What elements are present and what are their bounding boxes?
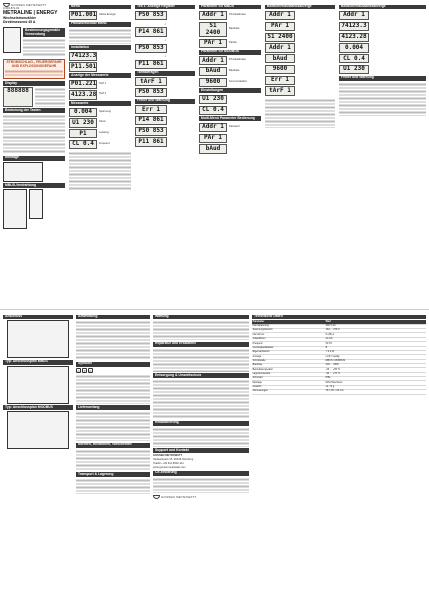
warning-heading: STROMSCHLAG-, FEUERGEFAHR UND EXPLOSIONSGEFAHR <box>6 60 62 69</box>
lcd-value: PS0 853 <box>135 44 167 53</box>
text-block <box>153 427 249 447</box>
lcd-value: U1 230 <box>339 65 369 74</box>
table-cell: -25 … +55 °C <box>325 368 426 372</box>
bin-icon: ✕ <box>83 368 86 373</box>
lcd-value: PS0 853 <box>135 11 167 20</box>
display-note: Strom <box>99 120 106 124</box>
display-note: Baudrate <box>229 27 240 31</box>
section-heading: MBUS-Verdrahtung <box>3 183 65 188</box>
section-heading: Typ: Anschlussplan MBUS <box>3 360 73 365</box>
table-cell: -40 … +70 °C <box>325 372 426 376</box>
table-cell: Betriebstemperatur <box>252 368 325 372</box>
table-cell: 300 … 9600 <box>325 364 426 368</box>
contact-web: www.gossenmetrawatt.com <box>153 466 186 470</box>
text-block <box>76 478 150 494</box>
section-heading: Anzeige der Messwerte <box>69 73 131 78</box>
display-note: Passwort <box>229 124 240 128</box>
table-cell: Baudrate <box>252 364 325 368</box>
lcd-value: S1 2400 <box>265 33 295 42</box>
section-heading: Tarifabfragen <box>135 71 195 76</box>
display-note: Leistung <box>99 131 109 135</box>
fold-line <box>0 309 429 310</box>
lcd-value: Addr 1 <box>199 11 227 20</box>
section-heading: Rekalibrierung <box>153 421 249 426</box>
table-cell: LCD 7-stellig <box>325 355 426 359</box>
section-heading: Montage <box>3 156 65 161</box>
mbus-diagram <box>29 189 43 219</box>
contact-company: GOSSEN METRAWATT <box>153 454 183 458</box>
lcd-value: tArF 1 <box>135 77 167 86</box>
section-heading: Einstellungen <box>199 88 261 93</box>
column-4 <box>199 3 261 155</box>
lcd-value: P01.221 <box>71 80 97 88</box>
section-heading: Menü <box>69 5 131 10</box>
lcd-value: Addr 1 <box>265 43 295 52</box>
table-cell: < 0,4 W <box>325 350 426 354</box>
column-3 <box>135 3 195 148</box>
lcd-value: Err 1 <box>135 105 167 114</box>
text-block <box>35 87 65 107</box>
lcd-value: P11.501 <box>71 62 97 70</box>
table-header-cell: Wert <box>325 320 426 324</box>
section-heading: Lieferumfang <box>76 405 150 410</box>
lcd-value: P11 861 <box>135 60 167 69</box>
lcd-value: bAud <box>265 54 295 63</box>
bottom-column-1 <box>3 313 73 450</box>
mbus-diagram <box>3 189 27 229</box>
brand-name: GOSSEN METRAWATT <box>161 494 197 499</box>
lcd-value: 0.004 <box>339 43 369 52</box>
column-5 <box>265 3 335 128</box>
table-header-cell: Parameter <box>252 320 325 324</box>
lcd-value: Addr 1 <box>199 56 227 65</box>
wiring-diagram-mbus <box>7 366 69 404</box>
text-block <box>76 320 150 360</box>
instruction-sheet-back <box>0 311 429 600</box>
display-note: Tarif 1 <box>99 81 107 85</box>
section-heading: Installation <box>69 45 131 50</box>
display-note: Kommunikation <box>229 79 247 83</box>
lcd-value: bAud <box>199 67 227 76</box>
lcd-value: P11 861 <box>135 137 167 146</box>
lcd-value: PAr 1 <box>199 134 227 143</box>
table-cell: 5 (45) A <box>325 333 426 337</box>
lcd-value: 4123.28 <box>339 33 369 42</box>
table-cell: 20 mA <box>325 337 426 341</box>
bottom-column-2 <box>76 313 150 494</box>
brand-name: GOSSEN METRAWATT <box>11 2 47 7</box>
display-note: Parität <box>229 40 237 44</box>
section-heading: Fehler und Warnung <box>135 99 195 104</box>
display-note: Tarif 2 <box>99 92 107 96</box>
section-heading: Anschluss <box>3 315 73 320</box>
lcd-value: 74123.3 <box>71 52 97 60</box>
lcd-value: U1 230 <box>69 118 97 127</box>
section-heading: Messwerte <box>69 101 131 106</box>
text-block <box>76 449 150 471</box>
technical-data-table <box>252 320 426 394</box>
section-heading: Symbole <box>76 362 150 367</box>
arrow-down-icon: ↓ <box>164 53 166 59</box>
section-heading: Transport & Lagerung <box>76 472 150 477</box>
table-cell: Montage <box>252 381 325 385</box>
table-cell: Schnittstelle <box>252 359 325 363</box>
section-heading: Support und Kontakt <box>153 448 249 453</box>
lcd-value: P14 861 <box>135 27 167 36</box>
arrow-down-icon: ↓ <box>164 37 166 42</box>
display-note: Primäradresse <box>229 58 246 62</box>
lcd-value: PS0 853 <box>135 88 167 97</box>
table-cell: Spannungsbereich <box>252 329 325 333</box>
text-block <box>153 379 249 419</box>
section-heading: Bildschirmzustandsanzeige <box>339 5 426 10</box>
table-cell: 184 … 276 V <box>325 329 426 333</box>
table-cell: Gewicht <box>252 385 325 389</box>
doc-number: 3-349-871-04 <box>3 7 20 11</box>
section-heading: Bestimmungsgemäße Verwendung <box>23 28 65 37</box>
technical-data-title: Technische Daten <box>252 315 426 320</box>
arrow-down-icon: ↓ <box>164 20 166 26</box>
lcd-value: P01.001 <box>71 11 97 19</box>
lcd-value: bAud <box>199 144 227 153</box>
table-cell: 18 × 90 × 62 mm <box>325 390 426 394</box>
text-block <box>153 320 249 340</box>
display-note: Aktive Energie <box>99 13 116 17</box>
table-row <box>252 390 426 394</box>
display-note: Baudrate <box>229 68 240 72</box>
lcd-value: S1 2400 <box>199 22 227 38</box>
device-photo <box>3 27 21 53</box>
section-heading: CE-Erklärung <box>153 471 249 476</box>
table-cell: 230 V AC <box>325 324 426 328</box>
table-cell: Nennspannung <box>252 324 325 328</box>
lcd-value: tArF 1 <box>265 86 295 95</box>
table-cell: 50 Hz <box>325 342 426 346</box>
text-block <box>265 98 335 128</box>
table-cell: Anzeige <box>252 355 325 359</box>
section-heading: Bildschirmzustandsanzeige <box>265 5 335 10</box>
section-heading: Normen, Richtlinien, Vorschriften <box>76 443 150 448</box>
ce-icon: C <box>89 368 92 373</box>
display-note: Primäradresse <box>229 13 246 17</box>
bottom-column-4 <box>252 313 426 395</box>
lcd-value: P14 861 <box>135 116 167 125</box>
lcd-value: Addr 1 <box>339 11 369 20</box>
table-cell: Abmessungen <box>252 390 325 394</box>
table-cell: Frequenz <box>252 342 325 346</box>
display-note: Frequenz <box>99 142 110 146</box>
warning-text <box>5 69 63 77</box>
text-block <box>76 374 150 404</box>
table-cell: ca. 70 g <box>325 385 426 389</box>
mounting-diagram <box>3 162 43 182</box>
column-6 <box>339 3 426 116</box>
lcd-value: 0.004 <box>69 108 97 117</box>
lcd-value: P1 <box>69 129 97 138</box>
section-heading: Reparatur und Ersatzteile <box>153 342 249 347</box>
table-cell: B <box>325 346 426 350</box>
wiring-diagram-modbus <box>7 411 69 449</box>
column-2 <box>69 3 131 191</box>
text-block <box>69 28 131 44</box>
table-cell: Nennstrom <box>252 333 325 337</box>
lcd-value: PAr 1 <box>199 39 227 48</box>
section-heading: Fehler und Warnung <box>339 76 426 81</box>
lcd-value: PAr 1 <box>265 22 295 31</box>
section-heading: Parameter für MBUS <box>199 5 261 10</box>
lcd-value: 888888 <box>7 87 29 95</box>
lcd-value: U1 230 <box>199 95 227 104</box>
lcd-value: 4123.28 <box>71 90 97 98</box>
lcd-value: CL 0.4 <box>199 106 227 115</box>
lcd-value: Addr 1 <box>265 11 295 20</box>
display-diagram <box>3 87 33 107</box>
section-heading: Display <box>3 81 65 86</box>
warning-icon: ⚠ <box>77 368 80 373</box>
wiring-diagram <box>7 320 69 358</box>
display-note: Spannung <box>99 109 111 113</box>
lcd-value: 9600 <box>199 78 227 87</box>
table-cell: Lagertemperatur <box>252 372 325 376</box>
text-block <box>76 411 150 441</box>
text-block <box>153 477 249 493</box>
lcd-value: Addr 1 <box>199 123 227 132</box>
section-heading: Bedeutung der Tasten <box>3 108 65 113</box>
table-cell: DIN-Hutschiene <box>325 381 426 385</box>
table-cell: MBUS / MODBUS <box>325 359 426 363</box>
text-block <box>153 348 249 372</box>
lcd-value: 9600 <box>265 65 295 74</box>
text-block <box>3 114 65 154</box>
section-heading: Wartung <box>153 315 249 320</box>
section-heading: Anwendung <box>76 315 150 320</box>
section-heading: Passwortschutz Menü <box>69 22 131 27</box>
contact-phone: Telefon +49 911 8602-111 <box>153 462 184 466</box>
section-heading: Multi-Menü Parameter Bedienung <box>199 116 261 121</box>
column-1 <box>3 3 65 229</box>
lcd-value: 74123.3 <box>339 22 369 31</box>
section-heading: Entsorgung & Umweltschutz <box>153 373 249 378</box>
product-title: METRALINE | ENERGY <box>3 10 58 17</box>
text-block <box>339 82 426 116</box>
product-subtitle-2: Direktmessend 45 A <box>3 19 36 24</box>
text-block <box>69 151 131 191</box>
table-cell: Genauigkeitsklasse <box>252 346 325 350</box>
product-subtitle-1: Wechselstromzähler <box>3 16 36 21</box>
table-cell: IP51 <box>325 377 426 381</box>
table-cell: Anlaufstrom <box>252 337 325 341</box>
section-heading: Parameter für MODBUS <box>199 50 261 55</box>
contact-address: Südwestpark 15, 90449 Nürnberg <box>153 458 194 462</box>
bottom-column-3 <box>153 313 249 499</box>
logo-icon <box>153 495 160 499</box>
lcd-value: PS0 853 <box>135 127 167 136</box>
section-heading: Typ: Anschlussplan MODBUS <box>3 405 73 410</box>
lcd-value: Err 1 <box>265 76 295 85</box>
warning-box <box>3 59 65 79</box>
section-heading: Teil 1: Anzeige Register <box>135 5 195 10</box>
table-cell: Eigenverbrauch <box>252 350 325 354</box>
text-block <box>23 38 65 56</box>
lcd-value: CL 0.4 <box>69 140 97 149</box>
table-cell: Schutzart <box>252 377 325 381</box>
lcd-value: CL 0.4 <box>339 54 369 63</box>
